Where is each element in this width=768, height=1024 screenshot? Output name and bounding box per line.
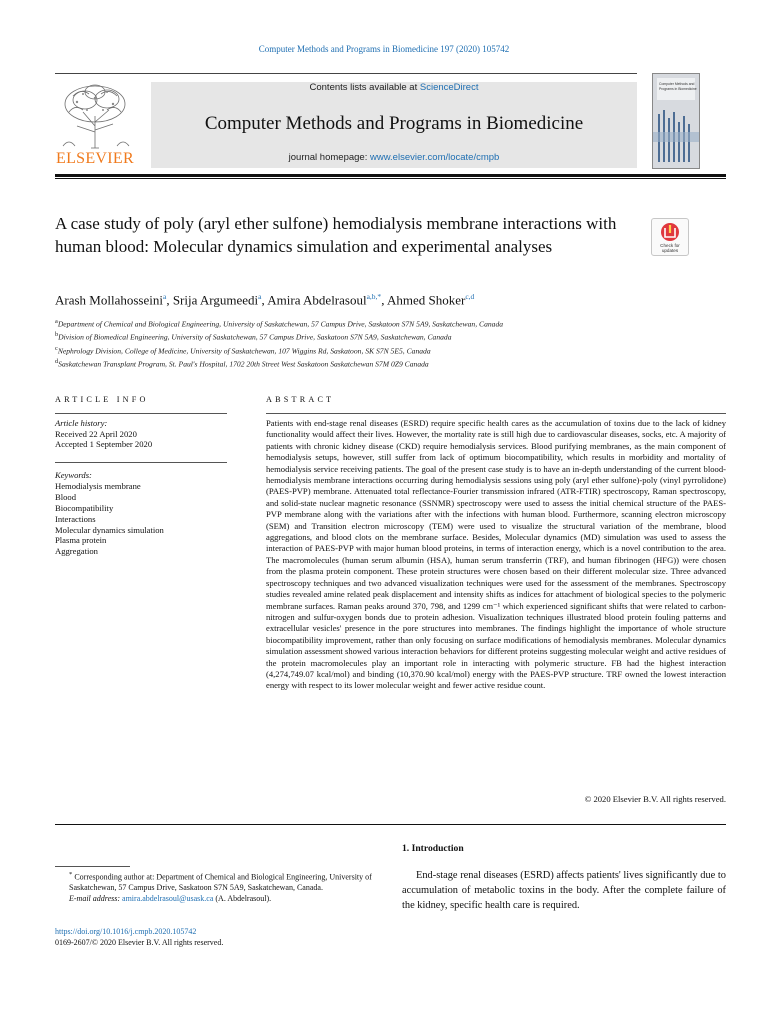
homepage-prefix: journal homepage: <box>288 152 370 163</box>
author-affiliation-mark[interactable]: a <box>258 292 262 301</box>
footnote-rule <box>55 866 130 867</box>
check-updates-line2: updates <box>661 248 679 253</box>
footnote-corresponding-text: Corresponding author at: Department of Chemical and Biological Engineering, University of Saskatchewan, 57 Campus Drive, Saskatoon S7N 5A9, Saskatchewan, Canada. <box>69 872 372 893</box>
cover-caption-line2: Programs in Biomedicine <box>659 87 697 91</box>
affiliation-text: Division of Biomedical Engineering, University of Saskatchewan, 57 Campus Drive, Saskatoon S7N 5A9, Saskatchewan, Canada <box>58 332 452 342</box>
doi-link[interactable]: https://doi.org/10.1016/j.cmpb.2020.105742 <box>55 927 197 936</box>
footnote-corresponding <box>55 870 381 894</box>
introduction-heading: 1. Introduction <box>402 843 464 854</box>
affiliation-item <box>55 344 705 357</box>
keyword-item: Hemodialysis membrane <box>55 480 141 491</box>
header-rule <box>55 73 637 74</box>
author-affiliation-mark[interactable]: a <box>162 292 167 301</box>
affiliation-mark: b <box>55 331 59 339</box>
abstract-rule <box>266 413 726 414</box>
header-thick-rule <box>55 174 726 177</box>
journal-citation-link[interactable]: Computer Methods and Programs in Biomedicine 197 (2020) 105742 <box>258 44 510 54</box>
elsevier-logo <box>55 82 135 168</box>
affiliation-text: Nephrology Division, College of Medicine, University of Saskatchewan, 107 Wiggins Rd, Saskatoon, SK S7N 5E5, Canada <box>57 346 431 356</box>
keywords-block <box>55 470 227 557</box>
keyword-item: Molecular dynamics simulation <box>55 524 164 535</box>
article-history <box>55 418 227 450</box>
author-affiliation-mark[interactable]: a,b,* <box>366 292 382 301</box>
corresponding-author-footnote <box>55 870 381 904</box>
journal-homepage-link[interactable]: www.elsevier.com/locate/cmpb <box>369 152 500 163</box>
affiliation-text: Department of Chemical and Biological Engineering, University of Saskatchewan, 57 Campus Drive, Saskatoon S7N 5A9, Saskatchewan, Canada <box>57 319 504 329</box>
issn-line: 0169-2607/© 2020 Elsevier B.V. All rights reserved. <box>55 938 224 948</box>
keyword-item: Blood <box>55 491 77 502</box>
affiliation-text: Saskatchewan Transplant Program, St. Paul's Hospital, 1702 20th Street West Saskatoon Saskatchewan S7M 0Z9 Canada <box>58 359 429 369</box>
publisher-wordmark: ELSEVIER <box>56 150 134 167</box>
footnote-email <box>55 894 381 905</box>
homepage-line <box>151 152 637 163</box>
affiliation-item <box>55 330 705 343</box>
journal-cover-thumbnail[interactable] <box>652 73 700 169</box>
contents-line <box>151 82 637 94</box>
abstract-text: Patients with end-stage renal diseases (ESRD) require specific health cares as the accumulation of toxins due to the lack of kidney functionality would affect their lives. However, the mortality rate is still high due to cardiovascular diseases, socks, etc. A majority of patients with chronic kidney disease (CKD) require hemodialysis services. Blood purifying membranes, as the main component of hemodialysis setups, however, still suffer from lack of optimum biocompatibility, which results in morbidity and mortality of hemodialysis service receiving patients. The goal of the present case study is to have an in-depth understanding of the current blood-hemodialysis membrane interactions occurring during hemodialysis sessions using poly (aryl ether sulfone)-poly (vinyl pyrrolidone) (PAES-PVP) membrane. Attenuated total reflectance-Fourier transmission infrared (ATR-FTIR) spectroscopy, Raman spectroscopy, and solid-state nuclear magnetic resonance (SSNMR) spectroscopy were used to assess the initial chemical structure of the PAES-PVP membrane along with the variations after with the infections with human blood. Furthermore, scanning electron microscopy (SEM) and Transition electron microscopy (TEM) were used to visualize the structural variation of the membrane, blood aggregations, and blood clots on the membrane surface. Besides, Molecular dynamics (MD) simulation was used to assess the interaction of PAES-PVP with major human blood proteins, in terms of interaction energy, which is a novel contribution to the area. The macromolecules (human serum albumin (HSA), human serum transferrin (TRF), and human fibrinogen (HFG)) were chosen from the plasma protein component. These protein structures were chosen based on their different molecular size. Three advanced spectroscopy techniques and two advanced visualization techniques were used for the assessment of the membranes. Spectroscopy studies revealed amine related peak displacement and intensity shifts as indices for attachment of biological species to the polymeric membrane surfaces. Raman peaks around 370, 798, and 1299 cm⁻¹ which experienced significant shifts that were related to carbon-nitrogen and sulfur-oxygen bonds due to protein adhesion. Visualization techniques illustrated blood protein fouling patterns and extracellular vesicles' presence in the pore structures into membranes. The findings highlight the importance of whole structure biocompatibility improvement, rather than only focusing on surface modifications of hemodialysis membranes. Molecular dynamics simulation assessment showed various interaction behaviors for different proteins suggesting molecular weight and active residues of the protein macromolecules play an important role in interacting with polymeric structure. FB had the highest interaction (4,274,749.07 kcal/mol) and binding (10,370.90 kcal/mol) energy with the PAES-PVP structure. TRF owned the lowest interaction energy with respect to its lower molecular weight and fewer active residue count. <box>266 418 726 691</box>
introduction-text: End-stage renal diseases (ESRD) affects patients' lives significantly due to accumulation of metabolic toxins in the body. After the complete failure of the kidney, specific health care is required. <box>402 870 726 911</box>
affiliation-mark: a <box>55 318 58 325</box>
author-name: Amira Abdelrasoul <box>267 292 367 308</box>
journal-masthead <box>151 82 637 168</box>
keyword-item: Aggregation <box>55 546 98 557</box>
author-name: Ahmed Shoker <box>386 292 466 308</box>
article-info-heading: ARTICLE INFO <box>55 395 149 404</box>
email-label: E-mail address: <box>69 893 123 903</box>
author-separator: , <box>166 292 173 308</box>
check-for-updates-button[interactable] <box>651 218 689 256</box>
keywords-rule <box>55 462 227 463</box>
author-affiliation-mark[interactable]: c,d <box>465 292 475 301</box>
sciencedirect-link[interactable]: ScienceDirect <box>419 82 479 93</box>
author-separator: , <box>261 292 268 308</box>
history-label: Article history: <box>55 418 108 428</box>
copyright-notice: © 2020 Elsevier B.V. All rights reserved. <box>584 794 726 804</box>
keyword-item: Biocompatibility <box>55 502 114 513</box>
abstract-end-rule <box>55 824 726 825</box>
footnote-mark: * <box>69 871 73 878</box>
elsevier-tree-icon <box>55 82 135 150</box>
keywords-label: Keywords: <box>55 470 92 480</box>
affiliation-item <box>55 357 705 370</box>
email-owner: (A. Abdelrasoul). <box>213 893 272 903</box>
received-date: Received 22 April 2020 <box>55 428 137 439</box>
journal-title: Computer Methods and Programs in Biomedicine <box>204 113 584 134</box>
header-thin-rule <box>55 178 726 179</box>
author-name: Srija Argumeedi <box>172 292 259 308</box>
keyword-list <box>55 481 227 557</box>
affiliation-list <box>55 317 705 370</box>
author-list <box>55 292 705 308</box>
affiliation-mark: d <box>55 357 59 365</box>
affiliation-item <box>55 317 705 330</box>
article-info-rule <box>55 413 227 414</box>
accepted-date: Accepted 1 September 2020 <box>55 439 153 450</box>
keyword-item: Plasma protein <box>55 535 107 546</box>
email-link[interactable]: amira.abdelrasoul@usask.ca <box>122 893 214 903</box>
keyword-item: Interactions <box>55 513 96 524</box>
contents-prefix: Contents lists available at <box>309 82 420 93</box>
cover-image-icon <box>653 74 699 168</box>
cover-caption-line1: Computer Methods and <box>659 82 695 86</box>
author-name: Arash Mollahosseini <box>55 292 163 308</box>
doi-block <box>55 926 381 948</box>
check-for-updates-icon <box>652 219 688 255</box>
check-updates-line1: Check for <box>660 243 680 248</box>
article-title: A case study of poly (aryl ether sulfone) hemodialysis membrane interactions with human blood: Molecular dynamics simulation and experimental analyses <box>55 214 617 256</box>
abstract-heading: ABSTRACT <box>266 395 335 404</box>
affiliation-mark: c <box>55 344 58 352</box>
author-separator: , <box>381 292 387 308</box>
